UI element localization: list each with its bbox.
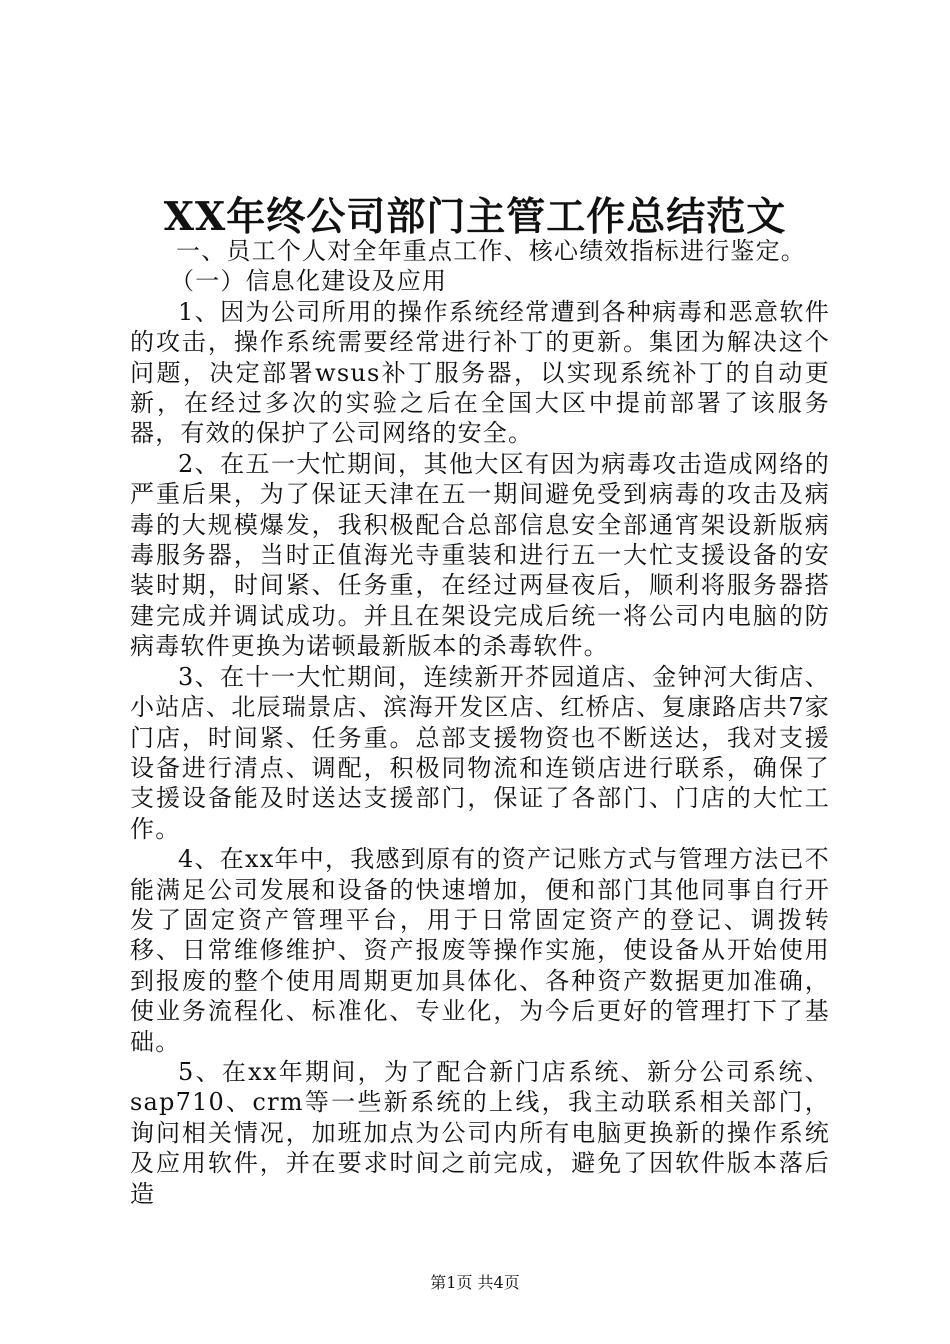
paragraph-1: 1、因为公司所用的操作系统经常遭到各种病毒和恶意软件的攻击，操作系统需要经常进行补丁的更新。集团为解决这个问题，决定部署wsus补丁服务器，以实现系统补丁的自动更新，在经过多次的实验之后在全国大区中提前部署了该服务器，有效的保护了公司网络的安全。 xyxy=(130,297,830,448)
paragraph-5: 5、在xx年期间，为了配合新门店系统、新分公司系统、sap710、crm等一些新系统的上线，我主动联系相关部门，询问相关情况，加班加点为公司内所有电脑更换新的操作系统及应用软件，并在要求时间之前完成，避免了因软件版本落后造 xyxy=(130,1057,830,1208)
paragraph-3: 3、在十一大忙期间，连续新开芥园道店、金钟河大街店、小站店、北辰瑞景店、滨海开发区店、红桥店、复康路店共7家门店，时间紧、任务重。总部支援物资也不断送达，我对支援设备进行清点、调配，积极同物流和连锁店进行联系，确保了支援设备能及时送达支援部门，保证了各部门、门店的大忙工作。 xyxy=(130,662,830,843)
document-title: XX年终公司部门主管工作总结范文 xyxy=(163,194,787,240)
document-body xyxy=(130,236,830,1209)
paragraph-2: 2、在五一大忙期间，其他大区有因为病毒攻击造成网络的严重后果，为了保证天津在五一期间避免受到病毒的攻击及病毒的大规模爆发，我积极配合总部信息安全部通宵架设新版病毒服务器，当时正值海光寺重装和进行五一大忙支援设备的安装时期，时间紧、任务重，在经过两昼夜后，顺利将服务器搭建完成并调试成功。并且在架设完成后统一将公司内电脑的防病毒软件更换为诺顿最新版本的杀毒软件。 xyxy=(130,449,830,661)
paragraph-4: 4、在xx年中，我感到原有的资产记账方式与管理方法已不能满足公司发展和设备的快速增加，便和部门其他同事自行开发了固定资产管理平台，用于日常固定资产的登记、调拨转移、日常维修维护、资产报废等操作实施，使设备从开始使用到报废的整个使用周期更加具体化、各种资产数据更加准确，使业务流程化、标准化、专业化，为今后更好的管理打下了基础。 xyxy=(130,845,830,1056)
subsection-heading: （一）信息化建设及应用 xyxy=(170,267,448,296)
page-number-footer: 第1页 共4页 xyxy=(430,1273,520,1292)
section-heading: 一、员工个人对全年重点工作、核心绩效指标进行鉴定。 xyxy=(176,237,806,265)
